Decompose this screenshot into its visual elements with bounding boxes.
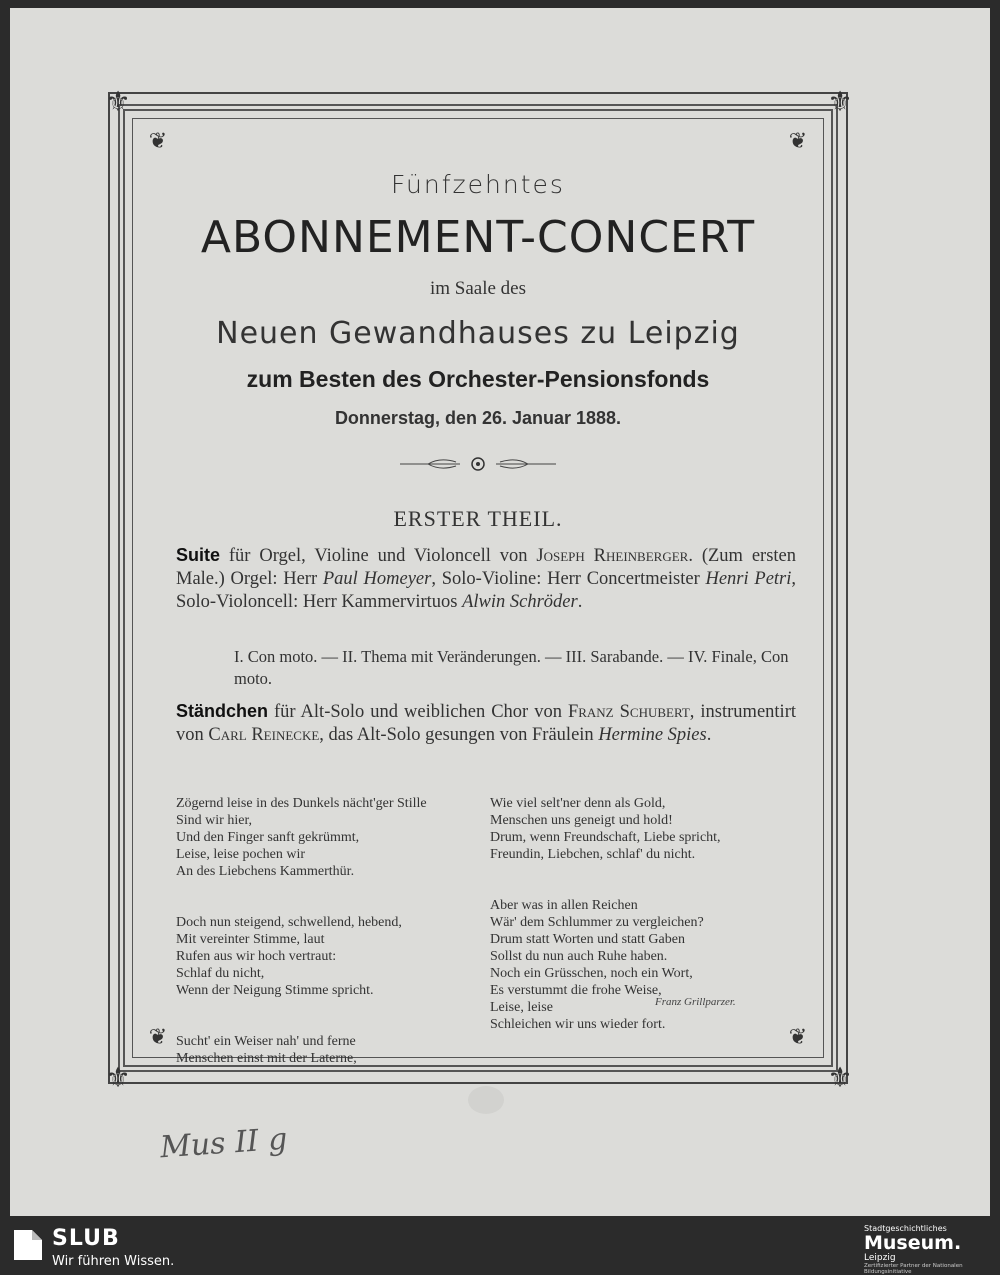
staendchen-singer: Hermine Spies	[598, 725, 707, 745]
concert-number: Fünfzehntes	[391, 170, 565, 199]
footer-bar	[0, 1216, 1000, 1274]
venue-prefix: im Saale des	[429, 278, 527, 299]
poet-signature: Franz Grillparzer.	[655, 996, 736, 1008]
handwritten-shelfmark: Mus II g	[158, 1121, 289, 1166]
poem-stanza: Zögernd leise in des Dunkels nächt'ger Stille Sind wir hier, Und den Finger sanft gekrümmt, Leise, leise pochen wir An des Liebchens Kammerthür.	[176, 796, 427, 879]
museum-name: Museum.	[864, 1232, 962, 1254]
poem-stanza: Wie viel selt'ner denn als Gold, Menschen uns geneigt und hold! Drum, wenn Freundschaft, Liebe spricht, Freundin, Liebchen, schlaf' du nicht.	[490, 796, 721, 862]
divider-ornament-icon	[400, 456, 556, 472]
staendchen-title: Ständchen	[176, 701, 269, 721]
suite-cellist: Alwin Schröder	[462, 592, 578, 612]
suite-entry	[176, 544, 796, 614]
flourish-bottom-right-icon: ❦	[788, 1025, 808, 1050]
poem-stanza: Aber was in allen Reichen Wär' dem Schlummer zu vergleichen? Drum statt Worten und statt Gaben Sollst du nun auch Ruhe haben. Noch ein Grüsschen, noch ein Wort, Es verstummt die frohe Weise, Leise, leise Schleichen wir uns wieder fort.	[490, 898, 704, 1032]
staendchen-arranger: Carl Reinecke	[208, 725, 320, 745]
suite-text: . (Zum ersten Male.) Orgel: Herr	[176, 546, 796, 589]
suite-organist: Paul Homeyer	[322, 569, 432, 589]
suite-composer: Joseph Rheinberger	[536, 546, 689, 566]
staendchen-text: , instrumentirt von	[176, 702, 796, 745]
museum-logo[interactable]	[864, 1224, 992, 1275]
poem-stanza: Doch nun steigend, schwellend, hebend, Mit vereinter Stimme, laut Rufen aus wir hoch vertraut: Schlaf du nicht, Wenn der Neigung Stimme spricht.	[176, 915, 402, 998]
embossed-stamp	[468, 1086, 504, 1114]
corner-ornament-top-right-icon: ⚜	[827, 85, 853, 118]
staendchen-entry	[176, 700, 796, 747]
benefit-line: zum Besten des Orchester-Pensionsfonds	[246, 366, 710, 392]
suite-title: Suite	[176, 545, 221, 565]
suite-text: für Orgel, Violine und Violoncell von	[220, 546, 537, 566]
flourish-bottom-left-icon: ❦	[148, 1025, 168, 1050]
corner-ornament-bottom-right-icon: ⚜	[827, 1061, 853, 1094]
concert-title: ABONNEMENT-CONCERT	[200, 212, 756, 263]
slub-name[interactable]: SLUB	[52, 1226, 120, 1251]
venue-name: Neuen Gewandhauses zu Leipzig	[216, 316, 740, 351]
staendchen-composer: Franz Schubert	[567, 702, 690, 722]
concert-date: Donnerstag, den 26. Januar 1888.	[334, 408, 622, 428]
poem-stanza: Sucht' ein Weiser nah' und ferne Menschen einst mit der Laterne,	[176, 1034, 357, 1066]
flourish-top-left-icon: ❦	[148, 129, 168, 154]
suite-text: , Solo-Violine: Herr Concertmeister	[431, 569, 706, 589]
museum-note: Zertifizierter Partner der Nationalen Bildungsinitiative	[864, 1263, 963, 1275]
slub-logo-icon[interactable]	[10, 1226, 46, 1264]
museum-top-label: Stadtgeschichtliches	[864, 1224, 947, 1233]
suite-violinist: Henri Petri	[705, 569, 792, 589]
slub-tagline: Wir führen Wissen.	[52, 1254, 175, 1269]
corner-ornament-bottom-left-icon: ⚜	[105, 1061, 131, 1094]
suite-text: .	[577, 592, 583, 612]
museum-city: Leipzig	[864, 1253, 896, 1263]
poem-right-column	[490, 778, 790, 1067]
corner-ornament-top-left-icon: ⚜	[105, 85, 131, 118]
staendchen-text: .	[706, 725, 712, 745]
poem-left-column	[176, 778, 476, 1101]
suite-text: , Solo-Violoncell: Herr Kammervirtuos	[176, 569, 797, 612]
section-heading: ERSTER THEIL.	[393, 506, 563, 531]
staendchen-text: für Alt-Solo und weiblichen Chor von	[268, 702, 568, 722]
flourish-top-right-icon: ❦	[788, 129, 808, 154]
suite-movements: I. Con moto. — II. Thema mit Veränderungen. — III. Sarabande. — IV. Finale, Con moto.	[234, 647, 789, 688]
staendchen-text: , das Alt-Solo gesungen von Fräulein	[319, 725, 599, 745]
